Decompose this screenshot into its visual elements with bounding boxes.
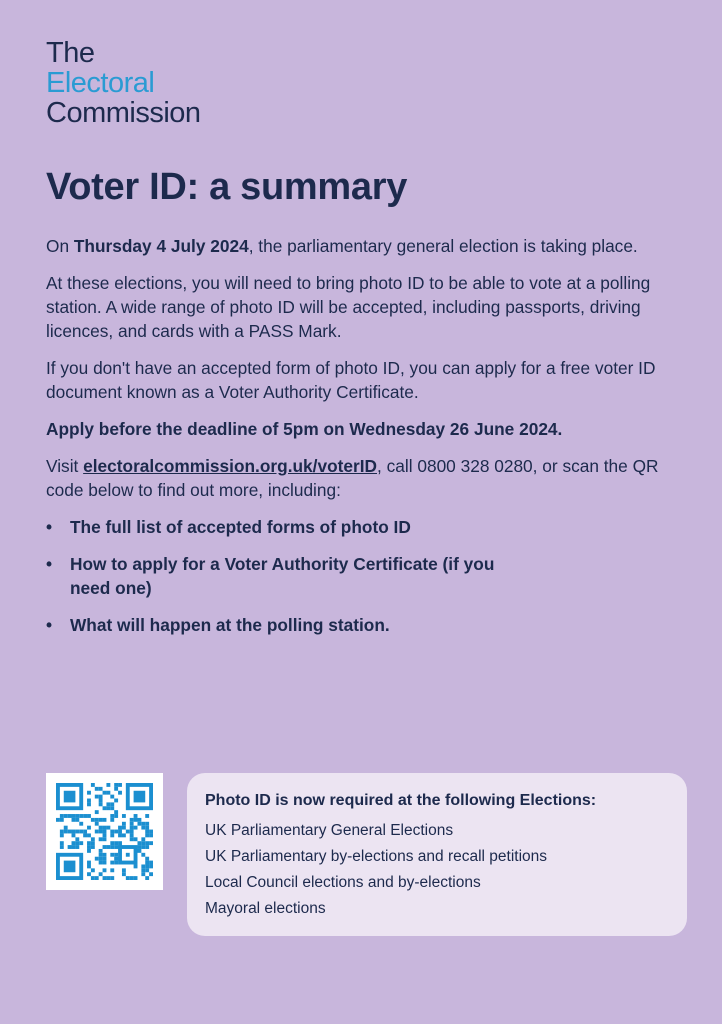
election-date: Thursday 4 July 2024 (73, 236, 249, 256)
intro-pre: On (46, 236, 74, 256)
qr-code[interactable] (46, 773, 163, 890)
panel-item: UK Parliamentary by-elections and recall petitions (205, 848, 548, 865)
list-item: • How to apply for a Voter Authority Certificate (if you need one) (46, 552, 530, 600)
visit-pre: Visit (46, 456, 84, 476)
electoral-commission-logo (46, 38, 201, 128)
page-title: Voter ID: a summary (46, 166, 408, 208)
panel-item: Mayoral elections (205, 900, 326, 917)
visit-paragraph (46, 454, 686, 502)
intro-post: , the parliamentary general election is taking place. (248, 236, 638, 256)
logo-line-commission: Commission (46, 97, 201, 129)
info-bullet-list (46, 515, 686, 637)
logo-line-the: The (46, 37, 95, 69)
logo-line-electoral: Electoral (46, 67, 155, 99)
body-text (46, 234, 686, 650)
deadline-text: Apply before the deadline of 5pm on Wednesday 26 June 2024. (46, 419, 563, 439)
visit-post: , call 0800 328 0280, or scan the QR code below to find out more, including: (46, 456, 659, 500)
elections-info-panel (187, 773, 687, 936)
panel-item: UK Parliamentary General Elections (205, 822, 454, 839)
photo-id-paragraph: At these elections, you will need to bring photo ID to be able to vote at a polling station. A wide range of photo ID will be accepted, including passports, driving licences, and cards with a PASS Mark. (46, 273, 651, 341)
voter-id-link[interactable]: electoralcommission.org.uk/voterID (83, 456, 378, 476)
qr-code-icon (56, 783, 153, 880)
panel-item: Local Council elections and by-elections (205, 874, 481, 891)
list-item: • What will happen at the polling station. (46, 613, 686, 637)
intro-paragraph (46, 234, 686, 258)
panel-heading: Photo ID is now required at the following Elections: (205, 792, 597, 809)
vac-paragraph: If you don't have an accepted form of photo ID, you can apply for a free voter ID document known as a Voter Authority Certificate. (46, 358, 656, 402)
list-item: • The full list of accepted forms of photo ID (46, 515, 686, 539)
